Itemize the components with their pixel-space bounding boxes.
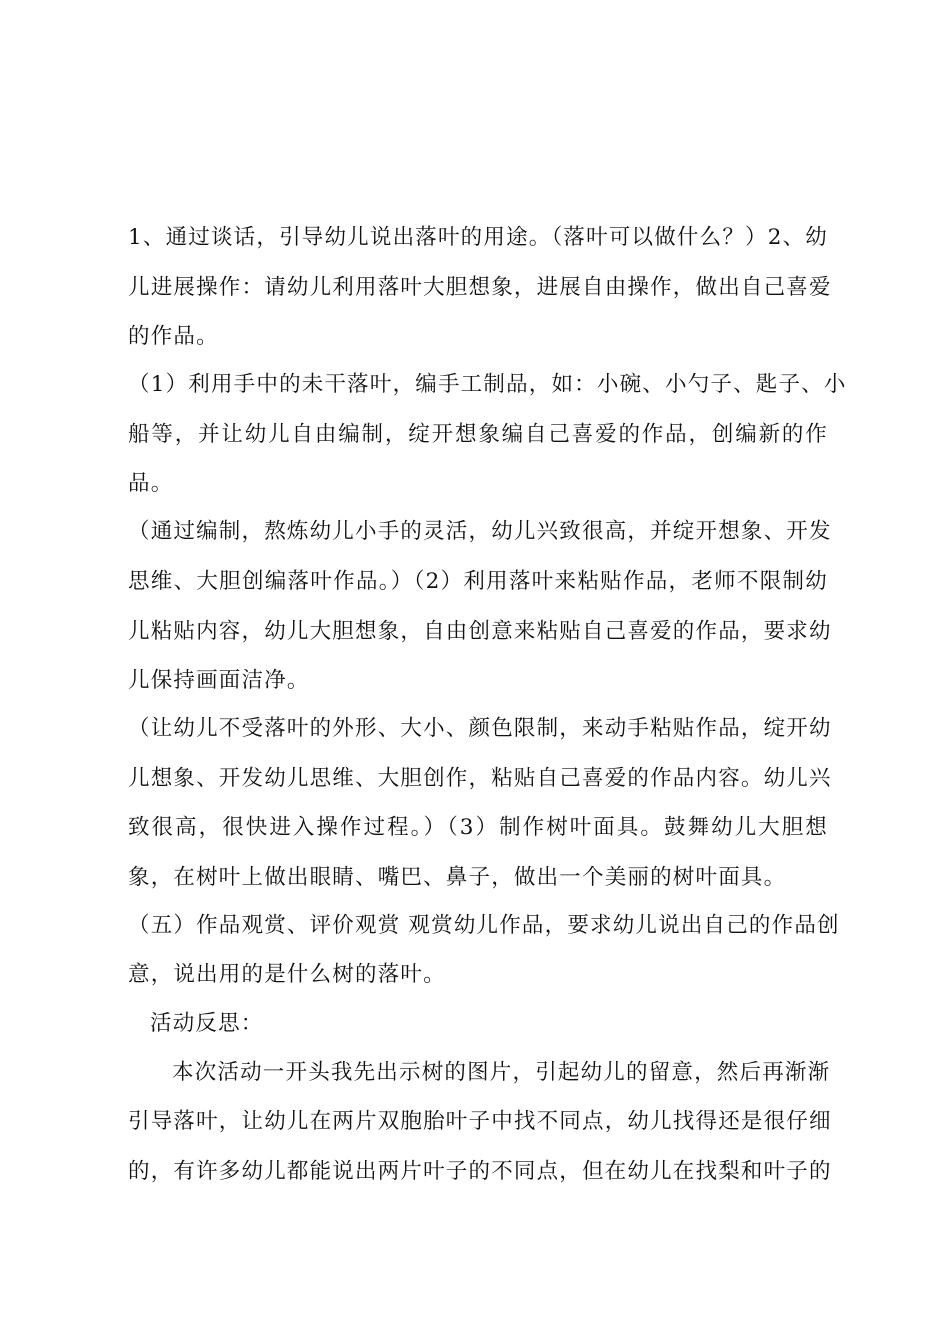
text-line: 的作品。 [128,324,219,349]
text-line: 引导落叶，让幼儿在两片双胞胎叶子中找不同点，幼儿找得还是很仔细 [128,1109,832,1134]
text-line: 儿粘贴内容，幼儿大胆想象，自由创意来粘贴自己喜爱的作品，要求幼 [128,619,832,644]
text-line: （通过编制，熬炼幼儿小手的灵活，幼儿兴致很高，并绽开想象、开发 [128,519,832,544]
text-line: 的，有许多幼儿都能说出两片叶子的不同点，但在幼儿在找梨和叶子的 [128,1159,832,1184]
text-line: 1、通过谈话，引导幼儿说出落叶的用途。（落叶可以做什么？）2、幼 [128,225,829,250]
text-line: 致很高，很快进入操作过程。）（3）制作树叶面具。鼓舞幼儿大胆想 [128,815,828,840]
text-line: （五）作品观赏、评价观赏 观赏幼儿作品，要求幼儿说出自己的作品创 [128,913,840,938]
text-line: 思维、大胆创编落叶作品。）（2）利用落叶来粘贴作品，老师不限制幼 [128,569,828,594]
text-line: 品。 [128,471,174,496]
text-line: （让幼儿不受落叶的外形、大小、颜色限制，来动手粘贴作品，绽开幼 [128,716,832,741]
text-line: 本次活动一开头我先出示树的图片，引起幼儿的留意，然后再渐渐 [172,1060,831,1085]
text-line: 象，在树叶上做出眼睛、嘴巴、鼻子，做出一个美丽的树叶面具。 [128,865,787,890]
text-line: （1）利用手中的未干落叶，编手工制品，如：小碗、小勺子、匙子、小 [128,372,847,397]
text-line: 船等，并让幼儿自由编制，绽开想象编自己喜爱的作品，创编新的作 [128,422,828,447]
text-line: 意，说出用的是什么树的落叶。 [128,962,446,987]
section-heading: 活动反思： [150,1011,264,1036]
text-line: 儿进展操作：请幼儿利用落叶大胆想象，进展自由操作，做出自己喜爱 [128,275,832,300]
text-line: 儿想象、开发幼儿思维、大胆创作，粘贴自己喜爱的作品内容。幼儿兴 [128,766,832,791]
text-line: 儿保持画面洁净。 [128,668,310,693]
